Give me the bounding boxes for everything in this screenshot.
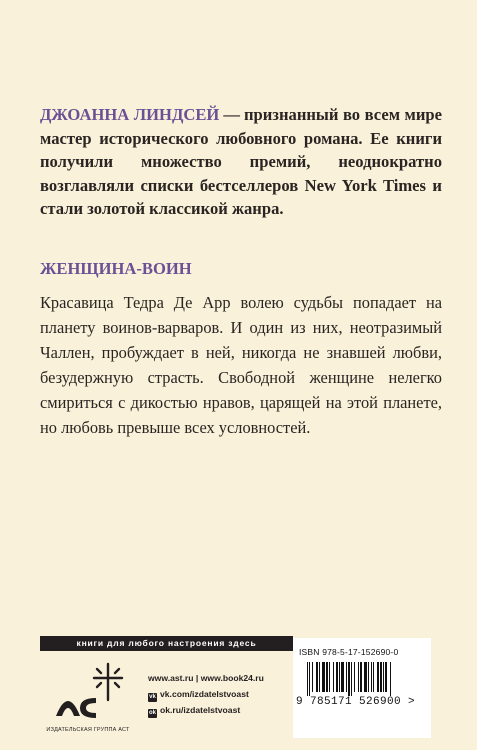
barcode-bar — [358, 662, 359, 692]
barcode-area — [293, 638, 431, 738]
barcode-bar — [312, 662, 313, 692]
publisher-links — [148, 672, 264, 720]
barcode-bar — [341, 662, 344, 692]
ok-url: ok.ru/izdatelstvoast — [160, 705, 241, 715]
barcode-bar — [364, 662, 367, 692]
publisher-logo-icon — [50, 658, 128, 728]
ok-link[interactable] — [148, 704, 264, 717]
slogan-banner: книги для любого настроения здесь — [40, 636, 293, 651]
barcode-bar — [371, 662, 372, 692]
barcode-bar — [309, 662, 310, 696]
barcode-bar — [360, 662, 362, 692]
barcode-bar — [339, 662, 340, 692]
vk-link[interactable] — [148, 688, 264, 701]
book-title: ЖЕНЩИНА-ВОИН — [40, 259, 192, 278]
publisher-name: ИЗДАТЕЛЬСКАЯ ГРУППА АСТ — [46, 727, 130, 733]
barcode-icon — [305, 662, 423, 720]
publisher-footer — [40, 636, 440, 736]
ean-number: 9 785171 526900 > — [296, 696, 416, 708]
barcode-bar — [354, 662, 355, 692]
bio-text: признанный во всем мире мастер исторического любовного романа. Ее книги получили множество премий, неоднократно возглавляли списки бестселлеров New York Times и стали золотой классикой жанра. — [40, 105, 442, 218]
barcode-bar — [390, 662, 391, 696]
barcode-bar — [373, 662, 374, 692]
barcode-bar — [385, 662, 387, 692]
barcode-bar — [351, 662, 352, 696]
barcode-bar — [383, 662, 384, 692]
vk-icon: vk — [149, 694, 156, 700]
barcode-bar — [322, 662, 325, 692]
ok-icon: ok — [148, 710, 156, 716]
barcode-bar — [326, 662, 328, 692]
barcode-bar — [346, 662, 347, 692]
dash-separator: — — [223, 105, 240, 124]
barcode-bar — [316, 662, 318, 692]
isbn: ISBN 978-5-17-152690-0 — [299, 647, 399, 657]
barcode-bar — [329, 662, 330, 692]
barcode-bar — [333, 662, 334, 692]
barcode-bar — [307, 662, 308, 696]
author-bio — [40, 103, 442, 221]
author-name: ДЖОАННА ЛИНДСЕЙ — [40, 105, 220, 124]
book-synopsis: Красавица Тедра Де Арр волею судьбы попадает на планету воинов-варваров. И один из них, неотразимый Чаллен, пробуждает в ней, никогда не знавшей любви, безудержную страсть. Свободной женщине нелегко смириться с дикостью нравов, царящей на этой планете, но любовь превыше всех условностей. — [40, 293, 442, 437]
barcode-bar — [348, 662, 350, 696]
barcode-bar — [380, 662, 382, 692]
barcode-bar — [368, 662, 369, 692]
barcode-bar — [336, 662, 338, 692]
barcode-bar — [377, 662, 379, 692]
vk-url: vk.com/izdatelstvoast — [160, 689, 249, 699]
websites[interactable]: www.ast.ru | www.book24.ru — [148, 673, 264, 683]
barcode-bar — [319, 662, 320, 692]
